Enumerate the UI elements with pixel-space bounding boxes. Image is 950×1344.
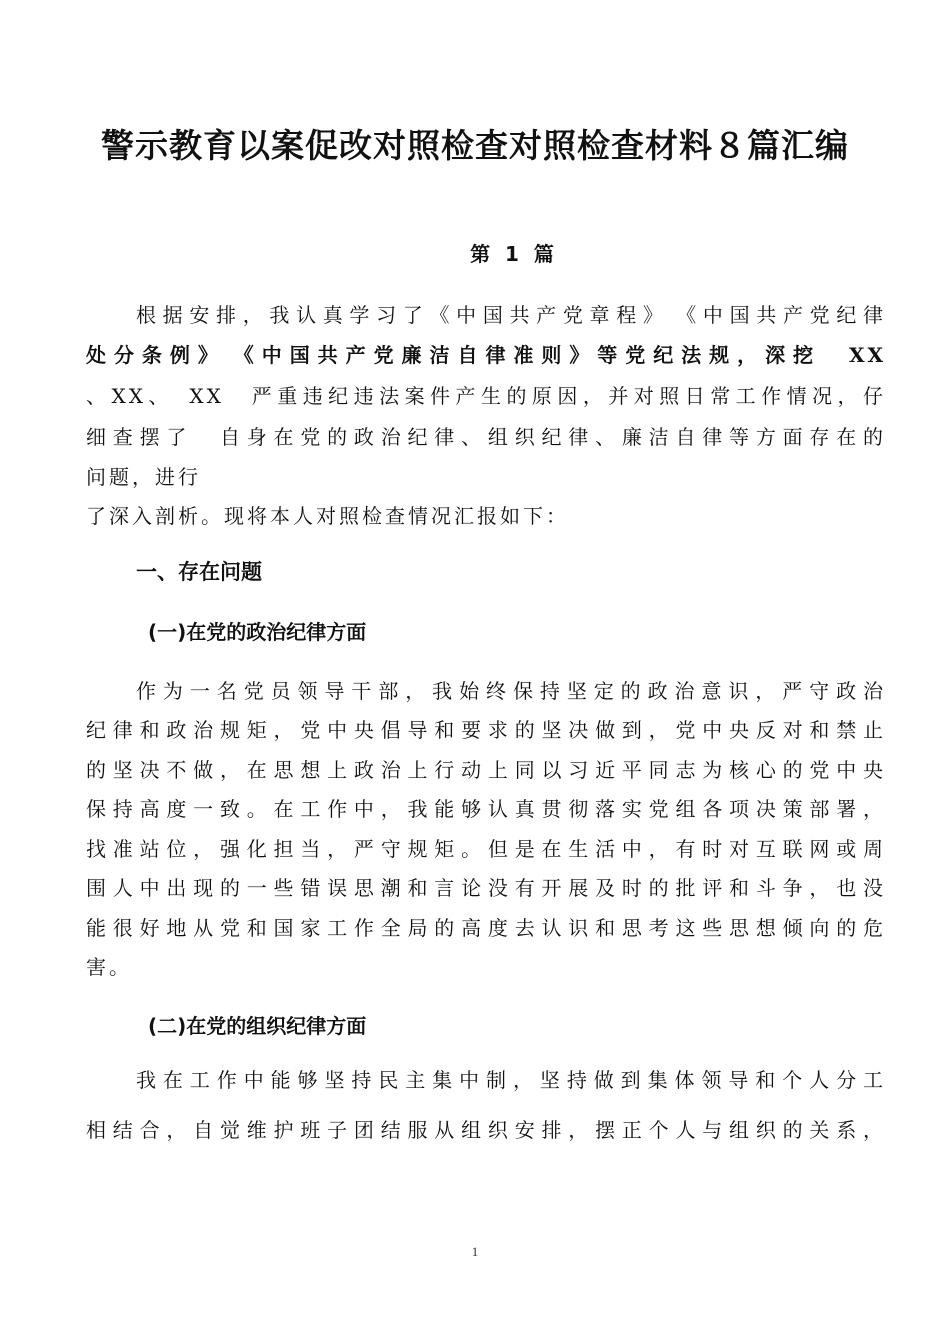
intro-line: 处分条例》 《中国共产党廉洁自律准则》等党纪法规，深挖 XX [86, 343, 886, 367]
chapter-label: 第 1 篇 [470, 242, 554, 266]
paragraph-line: 纪律和政治规矩，党中央倡导和要求的坚决做到，党中央反对和禁止 [86, 718, 886, 742]
paragraph-line: 的坚决不做，在思想上政治上行动上同以习近平同志为核心的党中央 [86, 758, 886, 782]
paragraph-line: 找准站位，强化担当，严守规矩。但是在生活中，有时对互联网或周 [86, 837, 886, 861]
page-title: 警示教育以案促改对照检查对照检查材料８篇汇编 [101, 126, 849, 165]
intro-line: 问题，进行 [86, 465, 201, 489]
paragraph-line: 围人中出现的一些错误思潮和言论没有开展及时的批评和斗争，也没 [86, 876, 886, 900]
paragraph-line: 作为一名党员领导干部，我始终保持坚定的政治意识，严守政治 [136, 679, 886, 703]
paragraph-line: 害。 [86, 955, 132, 979]
paragraph-line: 相结合，自觉维护班子团结服从组织安排，摆正个人与组织的关系， [86, 1118, 886, 1142]
intro-line: 细查摆了 自身在党的政治纪律、组织纪律、廉洁自律等方面存在的 [86, 425, 886, 449]
page-number: 1 [471, 1244, 479, 1259]
subsection-heading: (二)在党的组织纪律方面 [148, 1014, 367, 1038]
subsection-heading: (一)在党的政治纪律方面 [148, 620, 367, 644]
intro-line: 根据安排，我认真学习了《中国共产党章程》 《中国共产党纪律 [136, 303, 886, 327]
section-heading: 一、存在问题 [136, 560, 262, 584]
paragraph-line: 保持高度一致。在工作中，我能够认真贯彻落实党组各项决策部署， [86, 797, 886, 821]
intro-line: 了深入剖析。现将本人对照检查情况汇报如下： [86, 504, 569, 528]
paragraph-line: 能很好地从党和国家工作全局的高度去认识和思考这些思想倾向的危 [86, 916, 886, 940]
paragraph-line: 我在工作中能够坚持民主集中制，坚持做到集体领导和个人分工 [136, 1068, 886, 1092]
intro-line: 、XX、 XX 严重违纪违法案件产生的原因，并对照日常工作情况，仔 [86, 384, 886, 408]
